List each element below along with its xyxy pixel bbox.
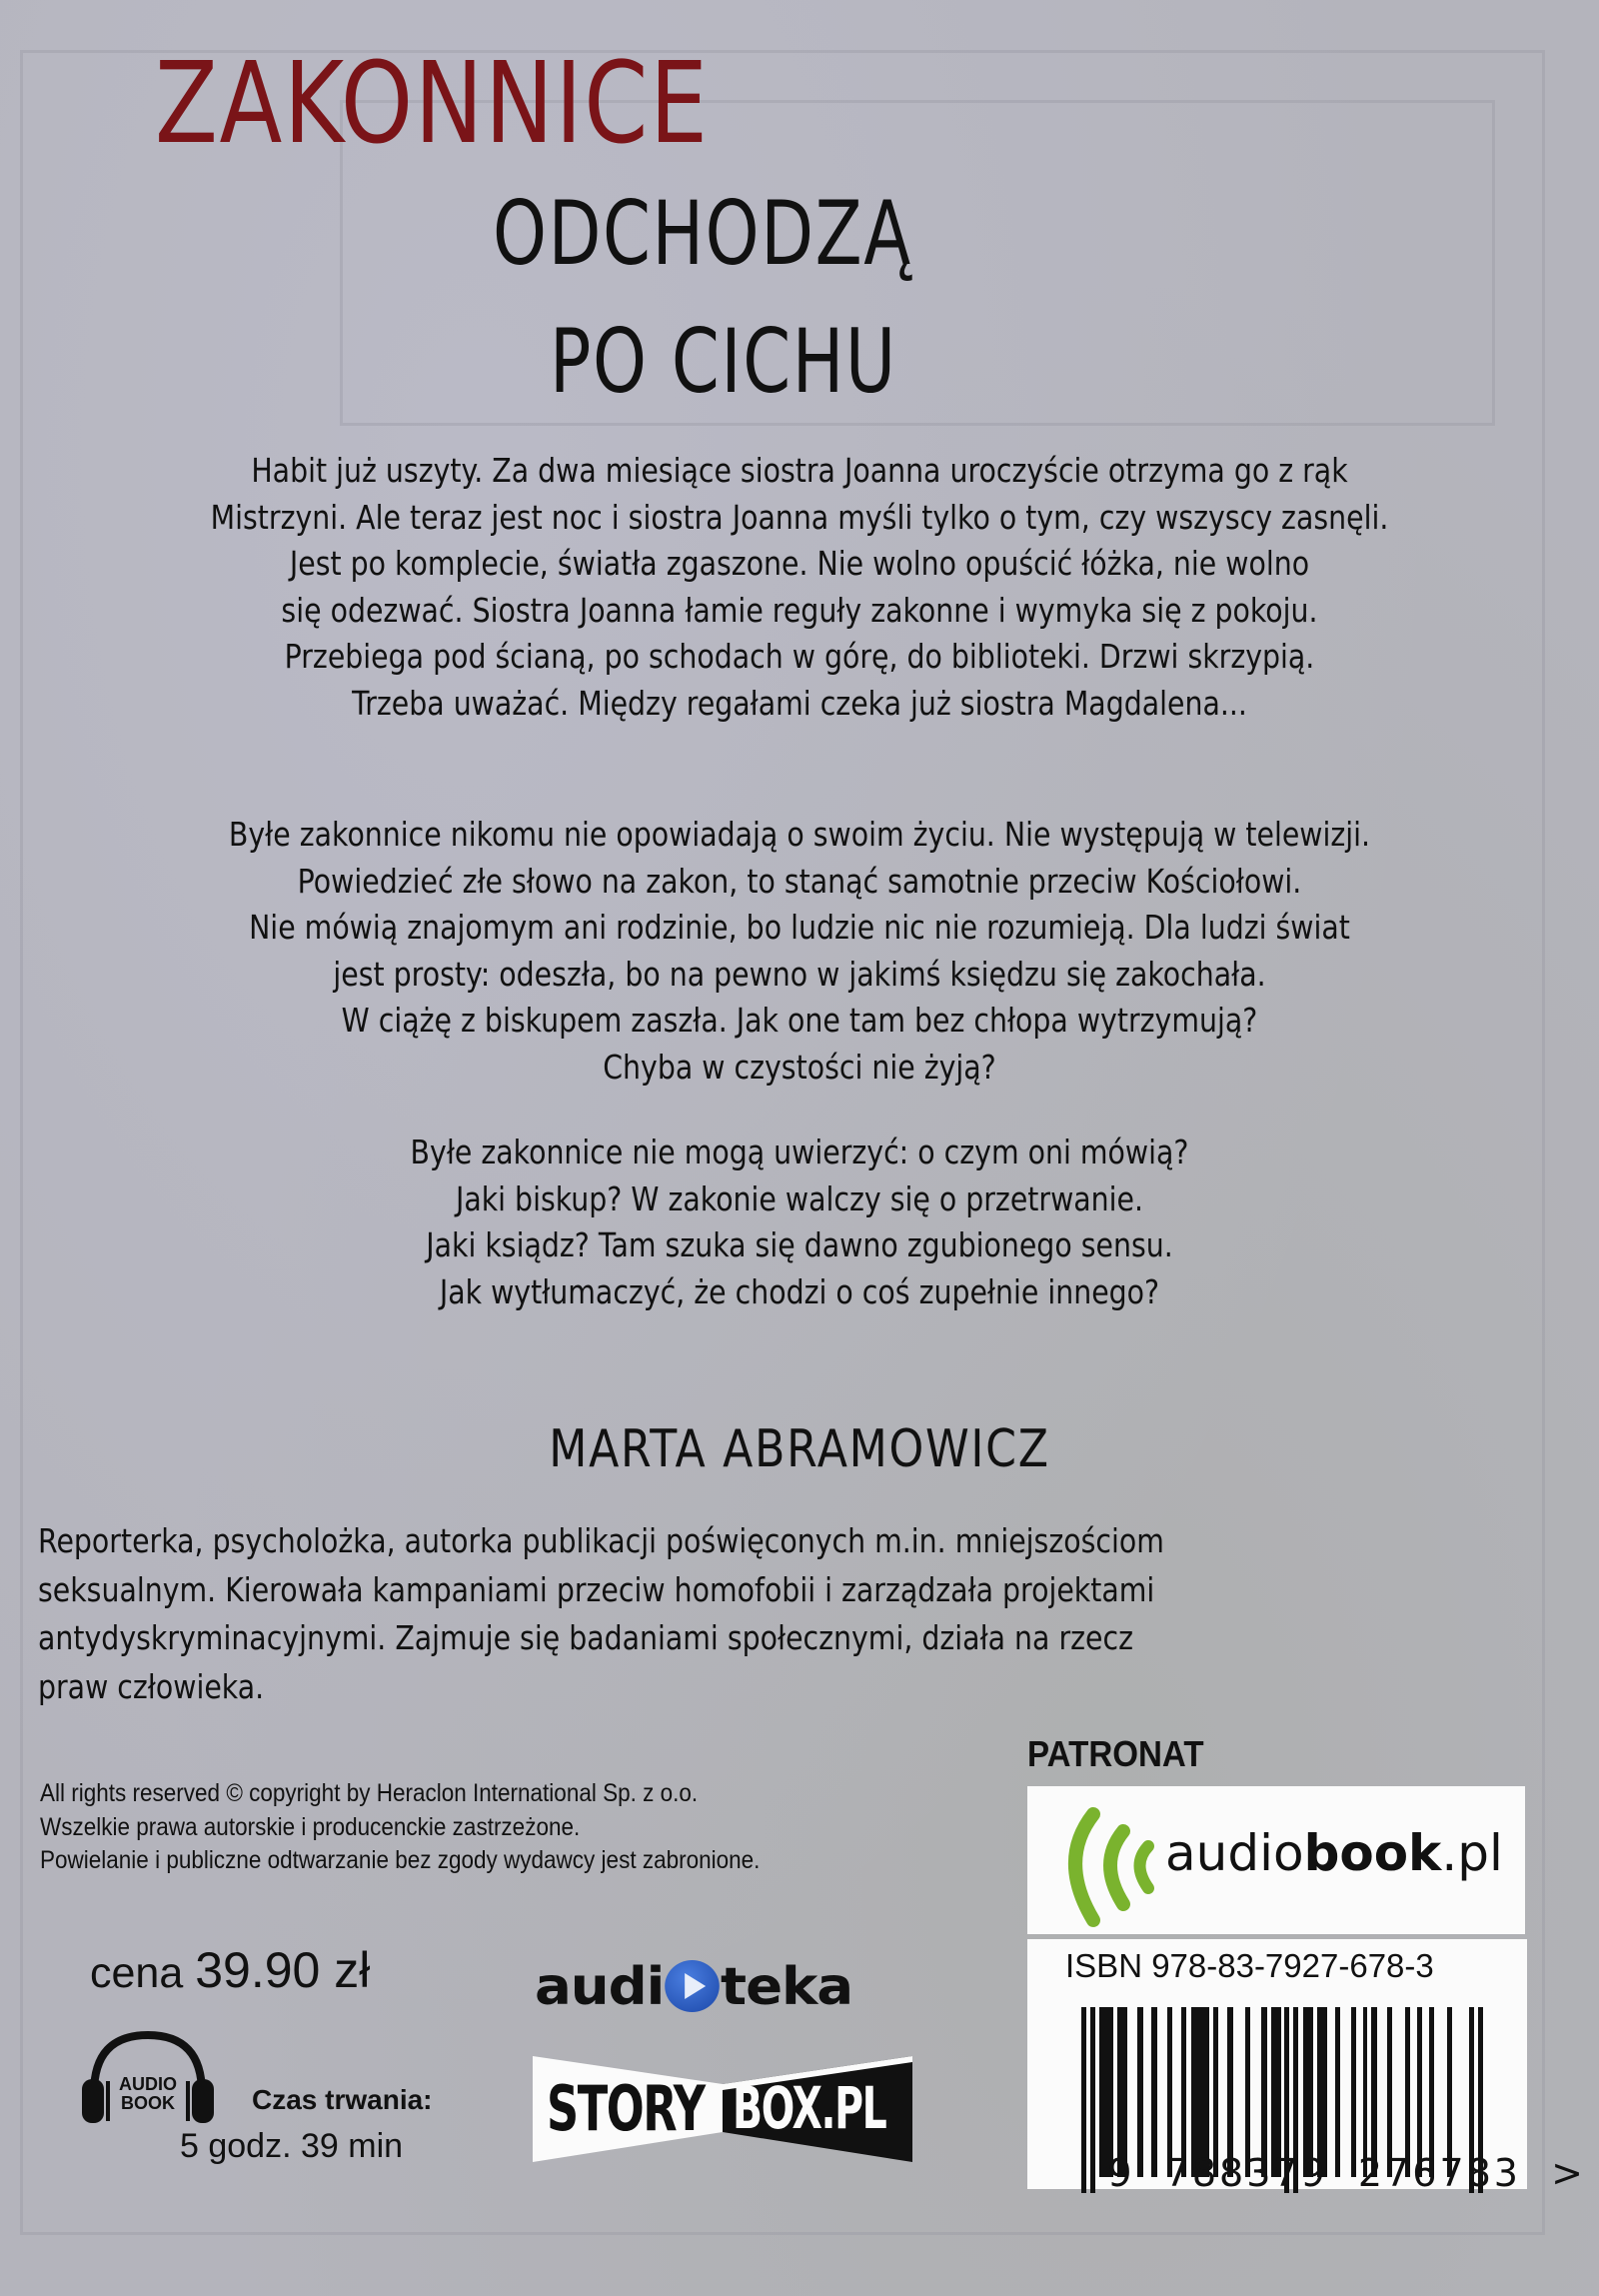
blurb-line: Jest po komplecie, światła zgaszone. Nie wolno opuścić łóżka, nie wolno [289,544,1310,583]
duration-label: Czas trwania: [252,2084,433,2115]
isbn-label: ISBN 978-83-7927-678-3 [1065,1947,1434,1984]
blurb-line: Byłe zakonnice nikomu nie opowiadają o swoim życiu. Nie występują w telewizji. [228,815,1371,854]
legal-line: All rights reserved © copyright by Heraclon International Sp. z o.o. [40,1779,699,1807]
blurb-line: Chyba w czystości nie żyją? [603,1047,996,1087]
author-bio [38,1517,1527,1711]
blurb-line: Mistrzyni. Ale teraz jest noc i siostra Joanna myśli tylko o tym, czy wszyscy zasnęli. [210,497,1389,537]
audiobook-pl-logo [1027,1786,1525,1934]
title-line-1: ZAKONNICE [155,39,710,169]
blurb-paragraph-3 [40,1130,1559,1315]
audiobook-headphones-icon [78,2029,218,2129]
sound-waves-icon [1027,1786,1157,1934]
play-icon [665,1960,720,2012]
title-line-2: ODCHODZĄ [493,182,912,285]
legal-line: Wszelkie prawa autorskie i producenckie zastrzeżone. [40,1812,581,1841]
audiobook-pl-text: audiobook.pl [1165,1824,1503,1882]
storybox-logo [533,2054,912,2164]
patronat-label: PATRONAT [1027,1733,1204,1774]
blurb-line: Przebiega pod ścianą, po schodach w górę, do biblioteki. Drzwi skrzypią. [284,637,1315,676]
blurb-line: W ciążę z biskupem zaszła. Jak one tam bez chłopa wytrzymują? [341,1001,1258,1040]
price [90,1941,370,1999]
audiobook-badge-text: AUDIO BOOK [119,2074,177,2113]
blurb-line: Trzeba uważać. Między regałami czeka już siostra Magdalena... [352,683,1247,723]
blurb-line: Byłe zakonnice nie mogą uwierzyć: o czym oni mówią? [410,1133,1189,1171]
duration-value: 5 godz. 39 min [180,2127,404,2165]
bio-line: seksualnym. Kierowała kampaniami przeciw homofobii i zarządzała projektami [38,1569,1155,1609]
storybox-left-text: STORY [547,2072,705,2145]
blurb-line: Jak wytłumaczyć, że chodzi o coś zupełnie innego? [439,1271,1160,1311]
blurb-line: Jaki biskup? W zakonie walczy się o przetrwanie. [455,1178,1144,1218]
price-value: 39.90 zł [195,1942,371,1998]
storybox-right-text: BOX.PL [733,2074,886,2142]
audioteka-logo: audi teka [535,1957,853,2017]
bio-line: Reporterka, psycholożka, autorka publikacji poświęconych m.in. mniejszościom [38,1521,1164,1560]
isbn-barcode-box [1027,1939,1586,2195]
barcode-digits: 9 788379 276783 > [1107,2151,1586,2195]
blurb-paragraph-2 [40,812,1559,1091]
title-line-3: PO CICHU [550,310,897,413]
bio-line: antydyskryminacyjnymi. Zajmuje się badaniami społecznymi, działa na rzecz [38,1618,1133,1657]
copyright-notice [40,1777,839,1878]
blurb-line: Nie mówią znajomym ani rodzinie, bo ludzie nic nie rozumieją. Dla ludzi świat [249,908,1350,947]
bio-line: praw człowieka. [38,1666,265,1706]
legal-line: Powielanie i publiczne odtwarzanie bez zgody wydawcy jest zabronione. [40,1846,761,1874]
blurb-line: Powiedzieć złe słowo na zakon, to stanąć samotnie przeciw Kościołowi. [297,861,1302,901]
price-label: cena [90,1949,184,1997]
blurb-line: jest prosty: odeszła, bo na pewno w jakimś księdzu się zakochała. [333,954,1266,994]
author-name: MARTA ABRAMOWICZ [549,1419,1050,1479]
blurb-paragraph-1 [40,448,1559,727]
blurb-line: Jaki ksiądz? Tam szuka się dawno zgubionego sensu. [426,1225,1173,1264]
blurb-line: się odezwać. Siostra Joanna łamie reguły zakonne i wymyka się z pokoju. [281,590,1318,630]
blurb-line: Habit już uszyty. Za dwa miesiące siostra Joanna uroczyście otrzyma go z rąk [251,451,1348,490]
